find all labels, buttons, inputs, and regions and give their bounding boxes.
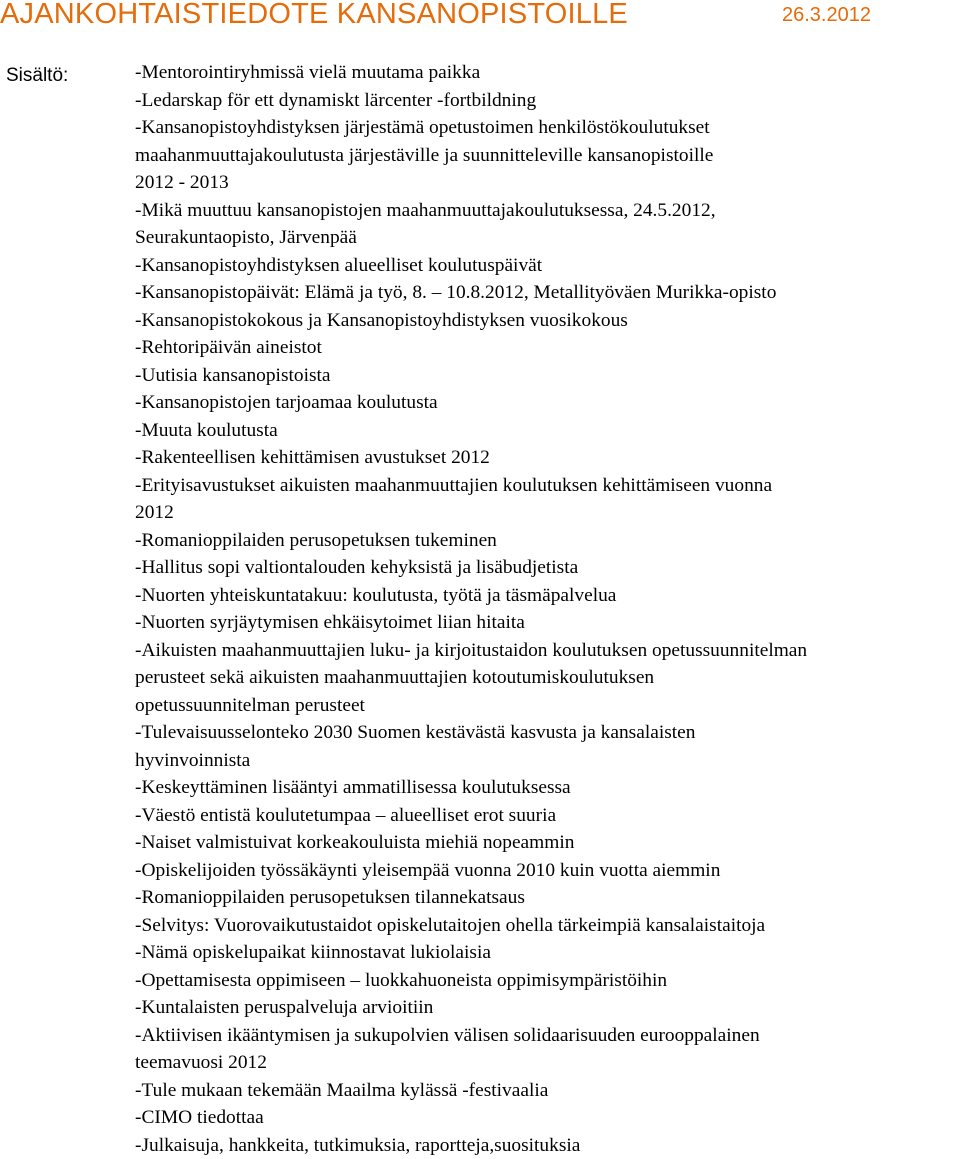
document-header [0, 0, 960, 34]
contents-line[interactable]: -Nuorten yhteiskuntatakuu: koulutusta, työtä ja täsmäpalvelua [135, 582, 960, 610]
contents-line[interactable]: -Kansanopistopäivät: Elämä ja työ, 8. – 10.8.2012, Metallityöväen Murikka-opisto [135, 279, 960, 307]
contents-line[interactable]: Seurakuntaopisto, Järvenpää [135, 224, 960, 252]
contents-list [135, 59, 960, 1159]
contents-line[interactable]: maahanmuuttajakoulutusta järjestäville ja suunnitteleville kansanopistoille [135, 142, 960, 170]
contents-line[interactable]: -Ledarskap för ett dynamiskt lärcenter -fortbildning [135, 87, 960, 115]
contents-line[interactable]: -Kansanopistojen tarjoamaa koulutusta [135, 389, 960, 417]
contents-line[interactable]: -Aktiivisen ikääntymisen ja sukupolvien välisen solidaarisuuden eurooppalainen [135, 1022, 960, 1050]
contents-line[interactable]: -Keskeyttäminen lisääntyi ammatillisessa koulutuksessa [135, 774, 960, 802]
contents-line[interactable]: -Julkaisuja, hankkeita, tutkimuksia, raportteja,suosituksia [135, 1132, 960, 1159]
contents-line[interactable]: opetussuunnitelman perusteet [135, 692, 960, 720]
contents-line[interactable]: -Muuta koulutusta [135, 417, 960, 445]
contents-line[interactable]: -Selvitys: Vuorovaikutustaidot opiskelutaitojen ohella tärkeimpiä kansalaistaitoja [135, 912, 960, 940]
contents-line[interactable]: -Opettamisesta oppimiseen – luokkahuoneista oppimisympäristöihin [135, 967, 960, 995]
contents-line[interactable]: -Nuorten syrjäytymisen ehkäisytoimet liian hitaita [135, 609, 960, 637]
contents-line[interactable]: 2012 [135, 499, 960, 527]
contents-line[interactable]: -Erityisavustukset aikuisten maahanmuuttajien koulutuksen kehittämiseen vuonna [135, 472, 960, 500]
contents-line[interactable]: -Mikä muuttuu kansanopistojen maahanmuuttajakoulutuksessa, 24.5.2012, [135, 197, 960, 225]
contents-line[interactable]: -Opiskelijoiden työssäkäynti yleisempää vuonna 2010 kuin vuotta aiemmin [135, 857, 960, 885]
contents-line[interactable]: -CIMO tiedottaa [135, 1104, 960, 1132]
contents-line[interactable]: -Uutisia kansanopistoista [135, 362, 960, 390]
contents-line[interactable]: -Tulevaisuusselonteko 2030 Suomen kestävästä kasvusta ja kansalaisten [135, 719, 960, 747]
document-title: AJANKOHTAISTIEDOTE KANSANOPISTOILLE [0, 0, 628, 34]
contents-line[interactable]: -Mentorointiryhmissä vielä muutama paikka [135, 59, 960, 87]
contents-line[interactable]: -Kansanopistoyhdistyksen järjestämä opetustoimen henkilöstökoulutukset [135, 114, 960, 142]
contents-line[interactable]: teemavuosi 2012 [135, 1049, 960, 1077]
contents-line[interactable]: hyvinvoinnista [135, 747, 960, 775]
contents-label: Sisältö: [6, 62, 68, 89]
contents-line[interactable]: -Kuntalaisten peruspalveluja arvioitiin [135, 994, 960, 1022]
contents-line[interactable]: perusteet sekä aikuisten maahanmuuttajien kotoutumiskoulutuksen [135, 664, 960, 692]
contents-line[interactable]: -Aikuisten maahanmuuttajien luku- ja kirjoitustaidon koulutuksen opetussuunnitelman [135, 637, 960, 665]
contents-line[interactable]: -Väestö entistä koulutetumpaa – alueelliset erot suuria [135, 802, 960, 830]
contents-line[interactable]: -Rakenteellisen kehittämisen avustukset 2012 [135, 444, 960, 472]
contents-line[interactable]: -Hallitus sopi valtiontalouden kehyksistä ja lisäbudjetista [135, 554, 960, 582]
contents-line[interactable]: -Romanioppilaiden perusopetuksen tukeminen [135, 527, 960, 555]
contents-line[interactable]: -Kansanopistokokous ja Kansanopistoyhdistyksen vuosikokous [135, 307, 960, 335]
contents-line[interactable]: -Naiset valmistuivat korkeakouluista miehiä nopeammin [135, 829, 960, 857]
contents-line[interactable]: -Tule mukaan tekemään Maailma kylässä -festivaalia [135, 1077, 960, 1105]
document-date: 26.3.2012 [782, 3, 871, 27]
contents-line[interactable]: -Nämä opiskelupaikat kiinnostavat lukiolaisia [135, 939, 960, 967]
contents-line[interactable]: -Kansanopistoyhdistyksen alueelliset koulutuspäivät [135, 252, 960, 280]
contents-line[interactable]: -Rehtoripäivän aineistot [135, 334, 960, 362]
contents-line[interactable]: 2012 - 2013 [135, 169, 960, 197]
contents-line[interactable]: -Romanioppilaiden perusopetuksen tilannekatsaus [135, 884, 960, 912]
